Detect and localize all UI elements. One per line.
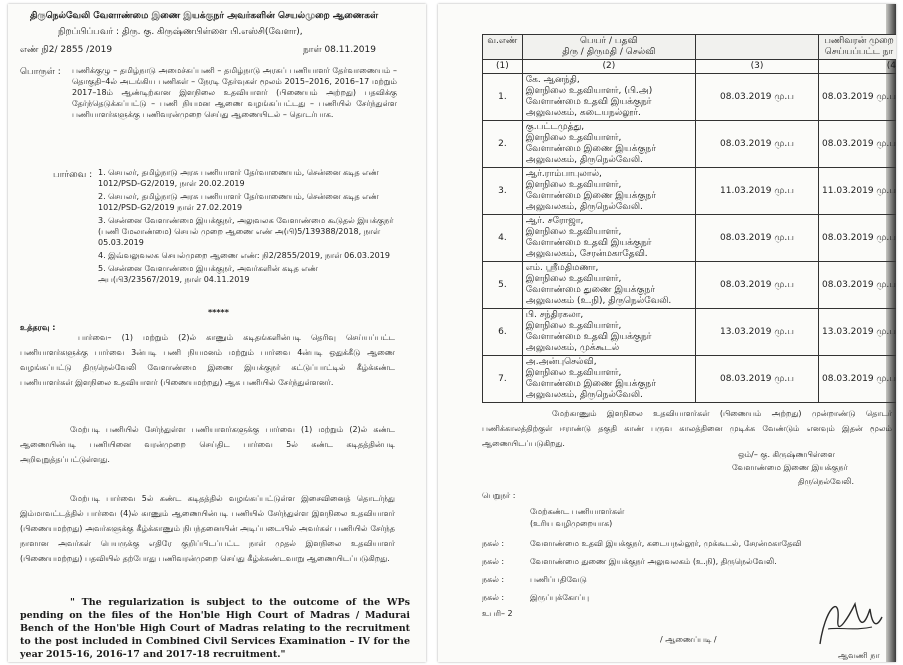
row-serial: 6.: [483, 309, 523, 356]
col-number: (2): [522, 60, 695, 74]
row-serial: 5.: [483, 262, 523, 309]
row-serial: 3.: [483, 168, 523, 215]
joining-date: 08.03.2019 மு.ப: [695, 215, 818, 262]
regularization-clause: " The regularization is subject to the outcome of the WPs pending on the files of the Hon'ble High Court of Madras / Madurai Bench of the Hon'ble High Court of Madras relating to the recruitment to the post included in Combined Civil Services Examination – IV for the year 2015-16, 2016-17 and 2017-18 recruitment.": [20, 597, 410, 660]
copy-item: வேளாண்மை துணை இயக்குநர் அலுவலகம் (உ.நி), திருநெல்வேலி.: [530, 557, 777, 566]
person-name: கு.பட்டமுத்து,: [525, 122, 585, 132]
copy-label: நகல் :: [482, 575, 505, 584]
regularization-date: 08.03.2019 மு.ப: [819, 74, 896, 121]
header-sender: நிறப்பிப்பவர் : திரு. கு. கிருஷ்ணபிள்ளை பி.எஸ்சி(வேளா),: [58, 27, 303, 37]
row-serial: 4.: [483, 215, 523, 262]
header-title: திருநெல்வேலி வேளாண்மை இணை இயக்குநர் அவர்களின் செயல்முறை ஆணைகள்: [30, 11, 379, 21]
officer-caption: ஆவணி நா: [838, 651, 880, 660]
row-person: [522, 262, 695, 309]
row-person: [522, 168, 695, 215]
person-post: இளநிலை உதவியாளர், (பி.அ): [525, 86, 653, 96]
table-row: [483, 215, 897, 262]
officer-signature: [810, 589, 890, 659]
person-post: இளநிலை உதவியாளர்,: [525, 274, 622, 284]
joining-date: 08.03.2019 மு.ப: [695, 356, 818, 403]
person-name: ஆர். சரோஜா,: [525, 216, 584, 226]
regularization-date: 08.03.2019 மு.ப: [819, 121, 896, 168]
reference-item: 5. சென்னை வேளாண்மை இயக்குநர், அவர்களின் கடித எண் அப(பி3/23567/2019, நாள் 04.11.2019: [98, 264, 318, 284]
copy-item: பணிப்பதிவேடு: [530, 575, 587, 584]
person-post: இளநிலை உதவியாளர்,: [525, 180, 622, 190]
recipient-line2: (உரிய வழிமுறையாக): [530, 519, 613, 528]
joining-date: 08.03.2019 மு.ப: [695, 74, 818, 121]
person-post: இளநிலை உதவியாளர்,: [525, 368, 622, 378]
signatory-place: திருநெல்வேலி.: [798, 477, 854, 486]
paragraph-3: மேற்படி பார்வை 5ல் கண்ட கடிதத்தில் வழங்கப்பட்டுள்ள இசைவினைத் தொடர்ந்து இம்மாவட்டத்தில் பார்வை (4)ல் காணும் ஆணையின்படி பணியில் சேர்ந்துள்ள இளநிலை உதவியாளர் (பிணையமற்றது) அவர்களுக்கு கீழ்க்காணும் நிபந்தனையின் அடிப்படையில் அவர்கள் பணியில் சேர்ந்த நாளான அவர்கள் பெயருக்கு எதிரே குறிப்பிடப்பட்ட நாள் முதல் இளநிலை உதவியாளர் (பிணையமற்றது) பதவியில் தற்போது பணிவரன்முறை செய்து கீழ்க்கண்டவாறு ஆணையிடப்படுகிறது.: [20, 494, 395, 563]
copy-item: வேளாண்மை உதவி இயக்குநர், கடையநல்லூர், முக்கூடல், சேரன்மகாதேவி: [530, 539, 802, 548]
person-office-place: அலுவலகம் (உ.நி), திருநெல்வேலி.: [525, 296, 672, 306]
person-office: வேளாண்மை இணை இயக்குநர்: [525, 144, 656, 154]
person-office: வேளாண்மை உதவி இயக்குநர்: [525, 238, 652, 248]
regularization-date: 08.03.2019 மு.ப: [819, 215, 896, 262]
row-person: [522, 356, 695, 403]
right-page: [438, 4, 896, 662]
table-row: [483, 168, 897, 215]
header-joining-date: [695, 35, 818, 60]
references-list: [98, 167, 396, 287]
copy-label: நகல் :: [482, 557, 505, 566]
regularization-date: 13.03.2019 மு.ப: [819, 309, 896, 356]
header-name-line1: பெயர் / பதவி: [580, 36, 638, 46]
row-person: [522, 121, 695, 168]
person-office-place: அலுவலகம், சேரன்மகாதேவி.: [525, 249, 648, 259]
table-row: [483, 309, 897, 356]
signatory-designation: வேளாண்மை இணை இயக்குநர்: [732, 463, 848, 472]
order-date: நாள் 08.11.2019: [303, 45, 376, 55]
header-name-line2: திரு / திருமதி / செல்வி: [562, 47, 656, 57]
person-office: வேளாண்மை உதவி இயக்குநர்: [525, 97, 652, 107]
person-name: எம். ஸ்ரீமதிமணா,: [525, 263, 599, 273]
row-serial: 1.: [483, 74, 523, 121]
table-header-row: [483, 35, 897, 60]
row-person: [522, 215, 695, 262]
row-serial: 2.: [483, 121, 523, 168]
table-row: [483, 121, 897, 168]
person-name: ஆர்.ராம்பாபுலால்,: [525, 169, 602, 179]
subject-label: பொருள் :: [20, 67, 61, 77]
person-post: இளநிலை உதவியாளர்,: [525, 227, 622, 237]
person-office: வேளாண்மை இணை இயக்குநர்: [525, 191, 656, 201]
header-reg-line1: பணிவரன் முறை: [824, 36, 894, 46]
person-office: வேளாண்மை இணை இயக்குநர்: [525, 379, 656, 389]
paragraph-2: மேற்படி பணியில் சேர்ந்துள்ள பணியாளர்களுக்கு பார்வை (1) மற்றும் (2)ல் கண்ட ஆணையின்படி பணியினை வரன்முறை செய்திட பார்வை 5ல் கண்ட கடிதத்தின்படி அறிவுறுத்தப்பட்டுள்ளது.: [20, 425, 395, 464]
table-row: [483, 262, 897, 309]
header-name: [522, 35, 695, 60]
person-post: இளநிலை உதவியாளர்,: [525, 321, 622, 331]
references-label: பார்வை :: [53, 170, 93, 180]
person-name: கே. ஆனந்தி,: [525, 75, 580, 85]
regularization-date: 08.03.2019 மு.ப: [819, 262, 896, 309]
person-office-place: அலுவலகம், திருநெல்வேலி.: [525, 390, 643, 400]
recipient-label: பெறுநர் :: [482, 491, 516, 500]
extra-copies: உபரி– 2: [482, 609, 513, 618]
person-name: அ.அன்புசெல்வி,: [525, 357, 597, 367]
by-order: / ஆணைப்படி /: [660, 635, 717, 644]
person-office-place: அலுவலகம், கடையநல்லூர்.: [525, 108, 641, 118]
person-office-place: அலுவலகம், திருநெல்வேலி.: [525, 202, 643, 212]
row-person: [522, 74, 695, 121]
paragraph-1: பார்வை– (1) மற்றும் (2)ல் காணும் கடிதங்களின்படி தெரிவு செய்யப்பட்ட பணியாளர்களுக்கு பார்வை 3ன்படி பணி நியமனம் மற்றும் பார்வை 4ன்படி ஒதுக்கீடு ஆணை வழங்கப்பட்டு திருநெல்வேலி வேளாண்மை இணை இயக்குநர் கட்டுப்பாட்டில் கீழ்க்கண்ட பணியாளர்கள் இளநிலை உதவியாளர் (பிணையமற்றது) ஆக பணியில் சேர்ந்துள்ளனர்.: [20, 333, 395, 387]
header-serial: வ.எண்: [483, 35, 523, 60]
header-regularization-date: [819, 35, 896, 60]
person-office-place: அலுவலகம், முக்கூடல்: [525, 343, 620, 353]
person-office: வேளாண்மை உதவி இயக்குநர்: [525, 332, 652, 342]
probation-paragraph: மேற்காணும் இளநிலை உதவியாளர்கள் (பிணையம் அற்றது) முன்றாண்டு தொடர் பணிக்காலத்திற்குள் ஈராண்டு தகுதி காண் பருவ காலத்தினை முடிக்க வேண்டும் எனவும் இதன் மூலம் ஆணையிடப்படுகிறது.: [482, 409, 892, 448]
left-page: [8, 4, 426, 662]
reference-item: 2. செயலர், தமிழ்நாடு அரசு பணியாளர் தேர்வாணையம், சென்னை கடித எண் 1012/PSD-G2/2019 நாள் 27.02.2019: [98, 192, 379, 212]
table-number-row: [483, 60, 897, 74]
copy-label: நகல் :: [482, 539, 505, 548]
stars-divider: *****: [208, 308, 229, 317]
regularization-date: 11.03.2019 மு.ப: [819, 168, 896, 215]
copy-item: இருப்புக்கோப்பு: [530, 593, 590, 602]
row-person: [522, 309, 695, 356]
person-office-place: அலுவலகம், திருநெல்வேலி.: [525, 155, 643, 165]
signatory-name: ஒம்/– கு. கிருஷ்ணபிள்ளை: [738, 450, 835, 459]
person-name: பி. சந்திரகலா,: [525, 310, 584, 320]
header-reg-line2: செய்யப்பட்ட நா: [824, 47, 894, 57]
regularization-date: 08.03.2019 மு.ப: [819, 356, 896, 403]
order-label: உத்தரவு :: [20, 323, 56, 332]
staff-rows: [483, 74, 897, 403]
person-office: வேளாண்மை துணை இயக்குநர்: [525, 285, 655, 295]
col-number: (1): [483, 60, 523, 74]
reference-number: எண் நி2/ 2855 /2019: [20, 45, 113, 55]
staff-table: [482, 34, 896, 403]
recipient-line1: மேற்கண்ட பணியாளர்கள்: [530, 507, 625, 516]
table-row: [483, 356, 897, 403]
joining-date: 08.03.2019 மு.ப: [695, 262, 818, 309]
subject-text: பணிக்குழு – தமிழ்நாடு அமைச்சுப்பணி – தமிழ்நாடு அரசுப் பணியாளர் தேர்வாணையம் – தொகுதி–4ல் அடங்கிய பணிகள் – நேரடி தேர்வுகள் மூலம் 2015–2016, 2016–17 மற்றும் 2017–18ம் ஆண்டிற்கான இளநிலை உதவியாளர் (பிணையம் அற்றது) பதவிக்கு தேர்ந்தெடுக்கப்பட்டு – பணி நியமன ஆணை வழங்கப்பட்டது – பணியில் சேர்ந்துள்ள பணியாளர்களுக்கு பணிவரன்முறை செய்து ஆணையிடல் – தொடர்பாக.: [72, 66, 397, 119]
col-number: (3): [695, 60, 818, 74]
table-row: [483, 74, 897, 121]
reference-item: 3. சென்னை வேளாண்மை இயக்குநர், அலுவலக வேளாண்மை கூடுதல் இயக்குநர் (பணி மேலாண்மை) செயல் முறை ஆணை எண் அ(பி)5/139388/2018, நாள் 05.03.2019: [98, 216, 394, 247]
joining-date: 11.03.2019 மு.ப: [695, 168, 818, 215]
row-serial: 7.: [483, 356, 523, 403]
joining-date: 13.03.2019 மு.ப: [695, 309, 818, 356]
person-post: இளநிலை உதவியாளர்,: [525, 133, 622, 143]
col-number: (4: [819, 60, 896, 74]
reference-item: 4. இவ்வலுவலக செயல்முறை ஆணை எண்: நி2/2855/2019, நாள் 06.03.2019: [98, 251, 390, 260]
copy-label: நகல் :: [482, 593, 505, 602]
joining-date: 08.03.2019 மு.ப: [695, 121, 818, 168]
reference-item: 1. செயலர், தமிழ்நாடு அரசு பணியாளர் தேர்வாணையம், சென்னை கடித எண் 1012/PSD-G2/2019, நாள் 20.02.2019: [98, 168, 379, 188]
